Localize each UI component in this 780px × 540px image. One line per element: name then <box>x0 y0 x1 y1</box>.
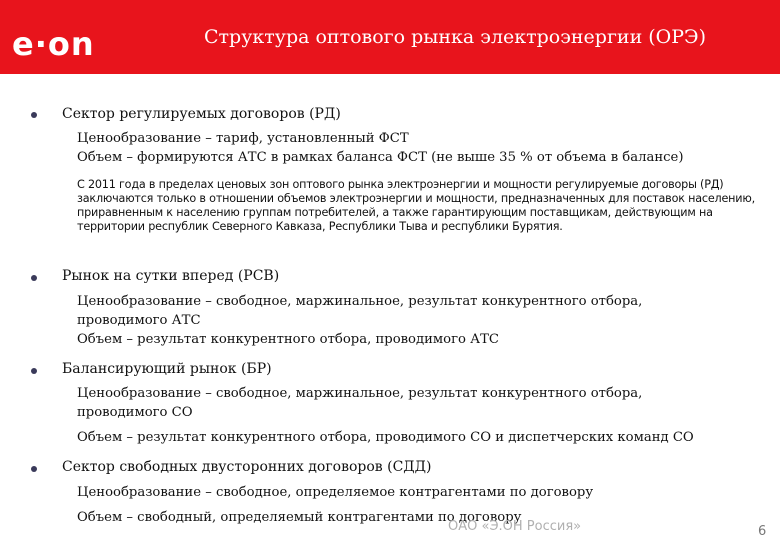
section-heading: Сектор свободных двусторонних договоров (СДД) <box>62 459 432 475</box>
section-line: проводимого СО <box>77 405 193 420</box>
section-heading: Сектор регулируемых договоров (РД) <box>62 106 341 122</box>
eon-logo: e·on <box>12 25 95 63</box>
section-line: Объем – свободный, определяемый контрагентами по договору <box>77 510 522 525</box>
section-heading: Рынок на сутки вперед (РСВ) <box>62 268 280 284</box>
section-line: Ценообразование – тариф, установленный ФСТ <box>77 131 409 146</box>
section-heading: Балансирующий рынок (БР) <box>62 361 272 377</box>
bullet-icon <box>31 368 37 374</box>
section-line: Ценообразование – свободное, маржинальное, результат конкурентного отбора, <box>77 386 643 401</box>
bullet-icon <box>31 466 37 472</box>
section-line: Объем – результат конкурентного отбора, проводимого СО и диспетчерских команд СО <box>77 430 694 445</box>
section-line: Ценообразование – свободное, определяемое контрагентами по договору <box>77 485 594 500</box>
header-bar <box>0 0 780 74</box>
page-number: 6 <box>758 524 767 539</box>
bullet-icon <box>31 275 37 281</box>
slide-title: Структура оптового рынка электроэнергии (ОРЭ) <box>204 26 706 48</box>
section-note: С 2011 года в пределах ценовых зон оптового рынка электроэнергии и мощности регулируемые договоры (РД) заключаются только в отношении объемов электроэнергии и мощности, предназначенных для поставок населению, приравненным к населению группам потребителей, а также гарантирующим поставщикам, действующим на территории республик Северного Кавказа, Республики Тыва и республики Бурятия. <box>77 178 755 233</box>
section-line: Объем – формируются АТС в рамках баланса ФСТ (не выше 35 % от объема в балансе) <box>77 150 684 165</box>
section-line: Объем – результат конкурентного отбора, проводимого АТС <box>77 332 500 347</box>
section-line: проводимого АТС <box>77 313 201 328</box>
footer-company: ОАО «Э.ОН Россия» <box>448 519 582 534</box>
section-line: Ценообразование – свободное, маржинальное, результат конкурентного отбора, <box>77 294 643 309</box>
bullet-icon <box>31 112 37 118</box>
